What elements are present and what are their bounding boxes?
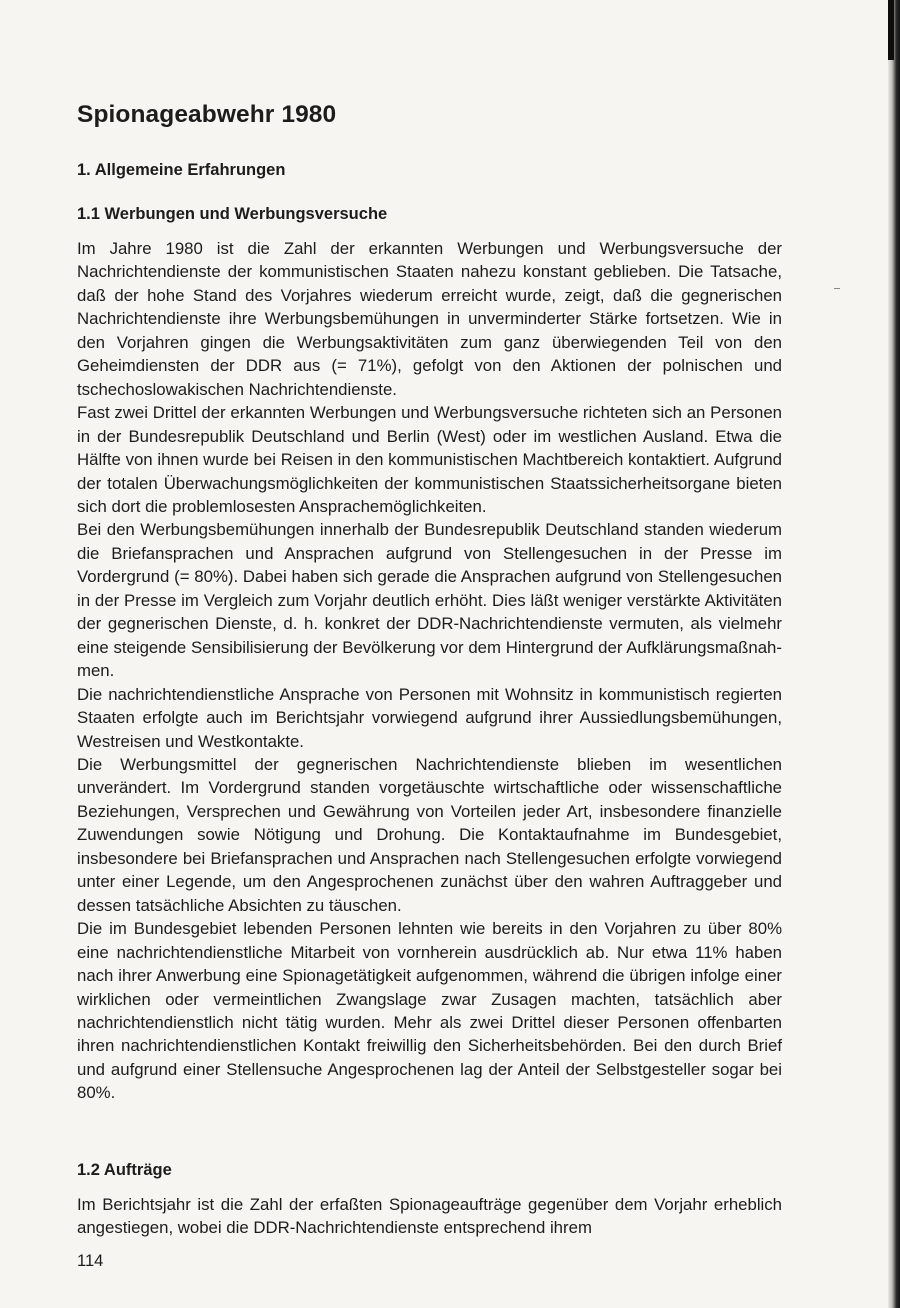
paragraph: Im Berichtsjahr ist die Zahl der erfaßten Spionageaufträge gegenüber dem Vorjahr erheblich angestiegen, wobei die DDR-Nachrichtendienste entsprechend ihrem (77, 1195, 782, 1238)
paragraph: Fast zwei Drittel der erkannten Werbungen und Werbungsversuche richteten sich an Personen in der Bundesrepublik Deutschland und Berlin (West) oder im westlichen Ausland. Etwa die Hälfte von ihnen wurde bei Reisen in den kommunistischen Machtbereich kontaktiert. Aufgrund der totalen Überwachungsmöglichkeiten der kommunistischen Staatssicherheitsorgane bieten sich dort die problemlosesten Ansprachemöglichkeiten. (77, 403, 782, 516)
paragraph: Im Jahre 1980 ist die Zahl der erkannten Werbungen und Werbungsversuche der Nachrichtendienste der kommunistischen Staaten nahezu konstant geblieben. Die Tatsache, daß der hohe Stand des Vorjahres wiederum erreicht wurde, zeigt, daß die gegnerischen Nachrichtendienste ihre Werbungsbemühungen in unverminderter Stärke fortsetzen. Wie in den Vorjahren gingen die Werbungsaktivitäten zum ganz überwiegenden Teil von den Geheimdiensten der DDR aus (= 71%), gefolgt von den Aktionen der polnischen und tschechoslowakischen Nachrichtendienste. (77, 239, 782, 399)
document-title: Spionageabwehr 1980 (77, 101, 337, 128)
subsection-1-2-body (77, 1193, 782, 1240)
subsection-heading-1-1: 1.1 Werbungen und Werbungsversuche (77, 205, 388, 223)
scan-edge-shadow (888, 0, 900, 1308)
page-number: 114 (77, 1252, 104, 1270)
paragraph: Die Werbungsmittel der gegnerischen Nachrichtendienste blieben im wesentlichen unverändert. Im Vordergrund standen vorgetäuschte wirtschaftliche oder wissenschaftliche Beziehungen, Versprechen und Gewährung von Vorteilen jeder Art, insbesondere finanzielle Zuwendungen sowie Nötigung und Drohung. Die Kontaktaufnahme im Bundesgebiet, insbesondere bei Briefansprachen und Ansprachen nach Stellengesuchen erfolgte vorwiegend unter einer Legende, um den Angesprochenen zunächst über den wahren Auftraggeber und dessen tatsächliche Absichten zu täuschen. (77, 754, 782, 915)
section-heading: 1. Allgemeine Erfahrungen (77, 161, 286, 179)
scan-edge-mark (888, 0, 894, 60)
paragraph: Die nachrichtendienstliche Ansprache von Personen mit Wohnsitz in kommunistisch regierten Staaten erfolgte auch im Berichtsjahr vorwiegend aufgrund ihrer Aussiedlungsbemühungen, Westreisen und Westkontakte. (77, 684, 782, 751)
scan-speck (834, 288, 840, 289)
subsection-1-1-body (77, 237, 782, 1105)
paragraph: Bei den Werbungsbemühungen innerhalb der Bundesrepublik Deutschland standen wiederum die Briefansprachen und Ansprachen aufgrund von Stellengesuchen in der Presse im Vordergrund (= 80%). Dabei haben sich gerade die Ansprachen aufgrund von Stellengesuchen in der Presse im Vergleich zum Vorjahr deutlich erhöht. Dies läßt weniger verstärkte Aktivitäten der gegnerischen Dienste, d. h. konkret der DDR-Nachrichtendienste vermuten, als vielmehr eine steigende Sensibilisierung der Bevölkerung vor dem Hintergrund der Aufklärungsmaßnahmen. (77, 520, 782, 681)
subsection-heading-1-2: 1.2 Aufträge (77, 1161, 172, 1179)
paragraph: Die im Bundesgebiet lebenden Personen lehnten wie bereits in den Vorjahren zu über 80% eine nachrichtendienstliche Mitarbeit von vornherein ausdrücklich ab. Nur etwa 11% haben nach ihrer Anwerbung eine Spionagetätigkeit aufgenommen, während die übrigen infolge einer wirklichen oder vermeintlichen Zwangslage zwar Zusagen machten, tatsächlich aber nachrichtendienstlich nicht tätig wurden. Mehr als zwei Drittel dieser Personen offenbarten ihren nachrichtendienstlichen Kontakt freiwillig den Sicherheitsbehörden. Bei den durch Brief und aufgrund einer Stellensuche Angesprochenen lag der Anteil der Selbstgesteller sogar bei 80%. (77, 919, 782, 1103)
